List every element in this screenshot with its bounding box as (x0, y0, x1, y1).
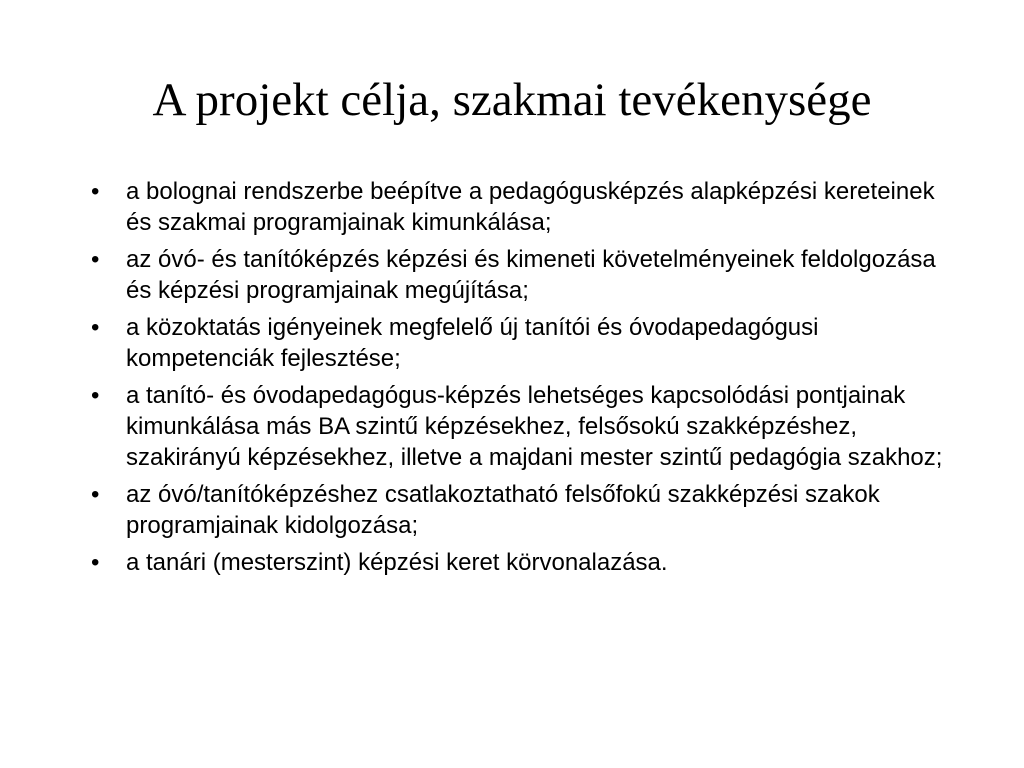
bullet-item (91, 176, 951, 238)
bullet-item (91, 380, 951, 473)
bullet-text: a tanító- és óvodapedagógus-képzés lehetséges kapcsolódási pontjainak kimunkálása más BA szintű képzésekhez, felsősokú szakképzéshez, szakirányú képzésekhez, illetve a majdani mester szintű pedagógia szakhoz; (126, 382, 943, 471)
bullet-text: a bolognai rendszerbe beépítve a pedagógusképzés alapképzési kereteinek és szakmai programjainak kimunkálása; (126, 178, 935, 236)
bullet-text: az óvó/tanítóképzéshez csatlakoztatható felsőfokú szakképzési szakok programjainak kidolgozása; (126, 481, 880, 539)
bullet-text: a tanári (mesterszint) képzési keret körvonalazása. (126, 549, 668, 576)
slide-title: A projekt célja, szakmai tevékenysége (152, 74, 872, 126)
bullet-item (91, 547, 951, 578)
bullet-marker: • (91, 246, 100, 273)
bullet-item (91, 312, 951, 374)
bullet-marker: • (91, 549, 100, 576)
bullet-marker: • (91, 382, 100, 409)
bullet-marker: • (91, 481, 100, 508)
bullet-marker: • (91, 178, 100, 205)
bullet-list (91, 176, 951, 584)
bullet-item (91, 244, 951, 306)
bullet-text: a közoktatás igényeinek megfelelő új tanítói és óvodapedagógusi kompetenciák fejlesztése; (126, 314, 819, 372)
bullet-marker: • (91, 314, 100, 341)
bullet-item (91, 479, 951, 541)
bullet-text: az óvó- és tanítóképzés képzési és kimeneti követelményeinek feldolgozása és képzési programjainak megújítása; (126, 246, 936, 304)
